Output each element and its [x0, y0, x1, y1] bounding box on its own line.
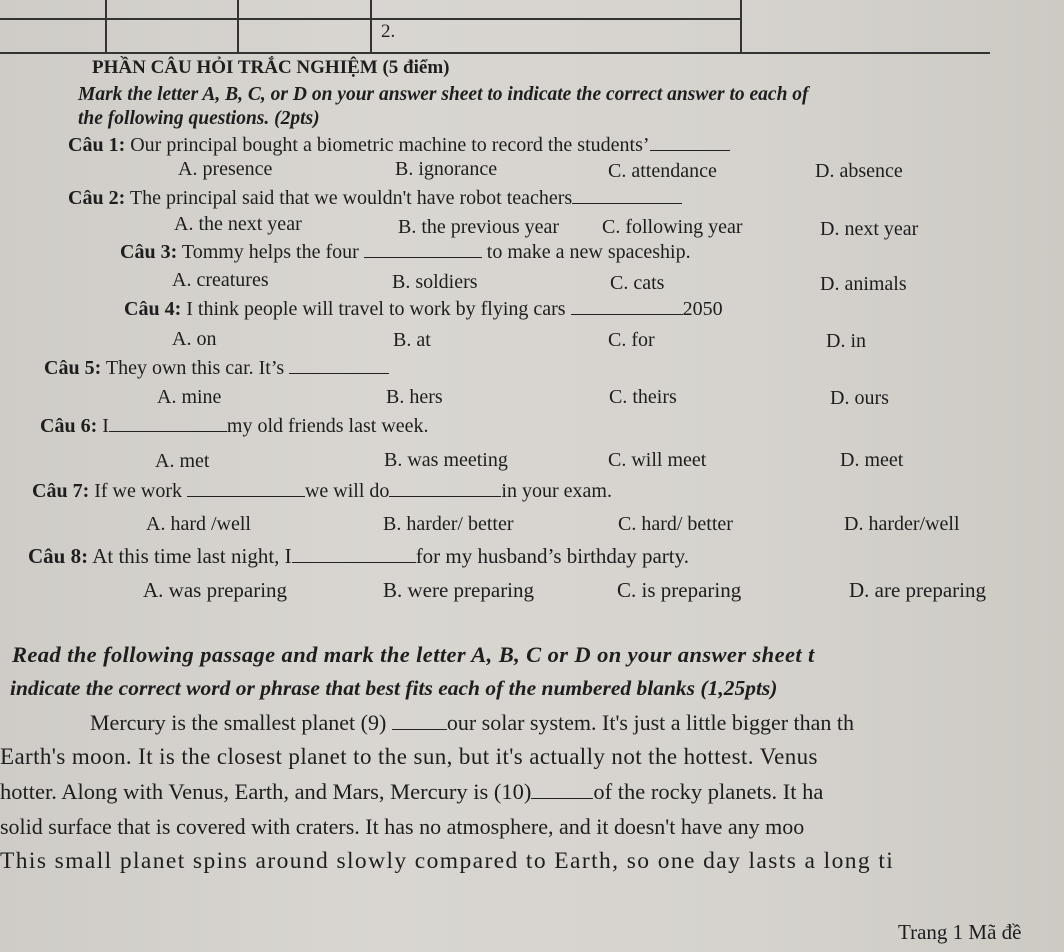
passage-line-4: solid surface that is covered with craters. It has no atmosphere, and it doesn't have any moo: [0, 814, 805, 839]
question-3-text-after: to make a new spaceship.: [486, 241, 691, 263]
question-4-text-after: 2050: [682, 298, 723, 320]
question-6-label: Câu 6:: [40, 415, 98, 437]
q1-option-a[interactable]: A. presence: [178, 158, 273, 180]
q5-option-b[interactable]: B. hers: [386, 386, 443, 408]
question-4-label: Câu 4:: [124, 298, 182, 320]
question-7-blank-1: [187, 478, 305, 497]
q6-option-a[interactable]: A. met: [155, 450, 210, 472]
table-row-number: 2.: [381, 21, 396, 42]
question-5-blank: [289, 355, 389, 374]
question-1-blank: [650, 132, 730, 151]
q2-option-a[interactable]: A. the next year: [174, 213, 302, 235]
question-7-text-after: in your exam.: [501, 480, 612, 502]
q5-option-a[interactable]: A. mine: [157, 386, 222, 408]
question-1-stem: [68, 132, 730, 157]
q6-option-b[interactable]: B. was meeting: [384, 449, 508, 471]
reading-instruction-line-1: Read the following passage and mark the letter A, B, C or D on your answer sheet t: [12, 642, 815, 667]
q3-option-a[interactable]: A. creatures: [172, 269, 269, 291]
question-5-text: They own this car. It’s: [105, 357, 285, 379]
q3-option-d[interactable]: D. animals: [820, 273, 907, 295]
instruction-line-1: Mark the letter A, B, C, or D on your answer sheet to indicate the correct answer to each of: [78, 84, 809, 105]
question-4-blank: [571, 296, 683, 315]
q8-option-c[interactable]: C. is preparing: [617, 578, 742, 602]
passage-line-5: This small planet spins around slowly compared to Earth, so one day lasts a long ti: [0, 848, 895, 874]
q1-option-b[interactable]: B. ignorance: [395, 158, 498, 180]
reading-instruction-line-2: indicate the correct word or phrase that best fits each of the numbered blanks (1,25pts): [10, 676, 778, 700]
section-title: PHẦN CÂU HỎI TRẮC NGHIỆM (5 điểm): [92, 57, 450, 78]
question-8-text-after: for my husband’s birthday party.: [415, 544, 690, 568]
passage-line-3-after: of the rocky planets. It ha: [593, 779, 824, 804]
question-3-stem: [120, 239, 691, 264]
table-divider-3: [370, 0, 372, 52]
question-3-text-before: Tommy helps the four: [181, 241, 359, 263]
q7-option-c[interactable]: C. hard/ better: [618, 513, 733, 535]
question-7-text-before: If we work: [94, 480, 182, 502]
question-6-text-after: my old friends last week.: [226, 415, 429, 437]
question-8-label: Câu 8:: [28, 544, 89, 568]
question-1-label: Câu 1:: [68, 134, 126, 156]
passage-line-2: Earth's moon. It is the closest planet to the sun, but it's actually not the hottest. Venus: [0, 744, 818, 769]
question-3-label: Câu 3:: [120, 241, 178, 263]
question-1-text: Our principal bought a biometric machine to record the students’: [130, 134, 650, 156]
q1-option-d[interactable]: D. absence: [815, 160, 903, 182]
q2-option-b[interactable]: B. the previous year: [398, 216, 560, 238]
passage-line-1: [90, 711, 854, 735]
q4-option-b[interactable]: B. at: [393, 329, 431, 351]
q8-option-b[interactable]: B. were preparing: [383, 578, 535, 602]
instruction-line-2: the following questions. (2pts): [78, 108, 320, 129]
question-2-blank: [572, 185, 682, 204]
question-7-stem: [32, 478, 612, 503]
q6-option-d[interactable]: D. meet: [840, 449, 904, 471]
passage-line-3-before: hotter. Along with Venus, Earth, and Mars, Mercury is (10): [0, 779, 532, 804]
q1-option-c[interactable]: C. attendance: [608, 160, 717, 182]
table-divider-4: [740, 0, 742, 52]
question-7-text-middle: we will do: [304, 480, 390, 502]
question-6-blank: [109, 413, 227, 432]
q4-option-d[interactable]: D. in: [826, 330, 866, 352]
q3-option-c[interactable]: C. cats: [610, 272, 665, 294]
q2-option-c[interactable]: C. following year: [602, 216, 743, 238]
question-7-blank-2: [389, 478, 501, 497]
question-8-text-before: At this time last night, I: [92, 544, 292, 568]
table-divider-1: [105, 0, 107, 52]
q6-option-c[interactable]: C. will meet: [608, 449, 707, 471]
question-4-stem: [124, 296, 723, 321]
question-2-stem: [68, 185, 682, 210]
q4-option-a[interactable]: A. on: [172, 328, 217, 350]
question-2-label: Câu 2:: [68, 187, 126, 209]
question-5-label: Câu 5:: [44, 357, 102, 379]
question-2-text: The principal said that we wouldn't have robot teachers: [129, 187, 573, 209]
q4-option-c[interactable]: C. for: [608, 329, 655, 351]
question-7-label: Câu 7:: [32, 480, 90, 502]
q5-option-d[interactable]: D. ours: [830, 387, 889, 409]
question-8-stem: [28, 544, 689, 568]
q2-option-d[interactable]: D. next year: [820, 218, 919, 240]
q7-option-b[interactable]: B. harder/ better: [383, 513, 514, 535]
question-8-blank: [292, 544, 416, 563]
passage-line-1-before: Mercury is the smallest planet (9): [90, 710, 387, 735]
question-6-stem: [40, 413, 429, 438]
q3-option-b[interactable]: B. soldiers: [392, 271, 478, 293]
q7-option-d[interactable]: D. harder/well: [844, 513, 960, 535]
table-bottom-line: [0, 52, 990, 54]
question-5-stem: [44, 355, 389, 380]
q8-option-d[interactable]: D. are preparing: [849, 578, 987, 602]
question-3-blank: [364, 239, 482, 258]
passage-line-1-after: our solar system. It's just a little bigger than th: [446, 710, 855, 735]
q5-option-c[interactable]: C. theirs: [609, 386, 677, 408]
q8-option-a[interactable]: A. was preparing: [143, 578, 288, 602]
table-divider-2: [237, 0, 239, 52]
passage-blank-10: [531, 780, 593, 799]
question-4-text-before: I think people will travel to work by flying cars: [186, 298, 566, 320]
passage-line-3: [0, 780, 823, 804]
q7-option-a[interactable]: A. hard /well: [146, 513, 251, 535]
passage-blank-9: [392, 711, 447, 730]
question-6-text-before: I: [102, 415, 109, 437]
page-footer: Trang 1 Mã đề: [898, 920, 1022, 944]
